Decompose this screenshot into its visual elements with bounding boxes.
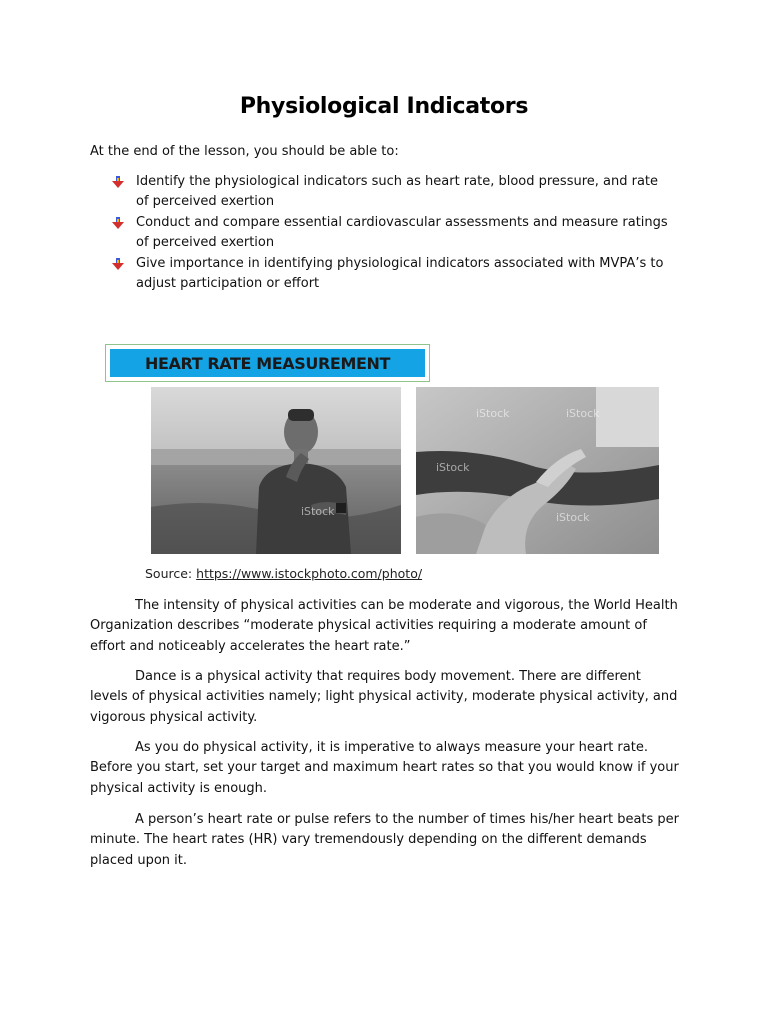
paragraph-intensity: The intensity of physical activities can be moderate and vigorous, the World Health Organization describes “moderate physical activities requiring a moderate amount of effort and noticeably accelerates the heart rate.”: [90, 598, 678, 654]
wrist-pulse-check-image: [416, 387, 659, 554]
page-title: Physiological Indicators: [239, 94, 529, 119]
objective-text: Identify the physiological indicators such as heart rate, blood pressure, and rate of perceived exertion: [136, 174, 659, 209]
objectives-list: [112, 172, 672, 295]
watermark: iStock: [566, 407, 600, 420]
arrow-down-bullet-icon: [112, 217, 124, 229]
man-checking-pulse-photo: [151, 387, 401, 554]
man-checking-pulse-image: [151, 387, 401, 554]
watermark: iStock: [476, 407, 510, 420]
intro-text: At the end of the lesson, you should be able to:: [90, 144, 399, 159]
source-label: Source:: [145, 566, 193, 581]
watermark: iStock: [556, 511, 590, 524]
arrow-down-bullet-icon: [112, 258, 124, 270]
paragraph-measure: As you do physical activity, it is imperative to always measure your heart rate. Before you start, set your target and maximum heart rates so that you would know if your physical activity is enough.: [90, 740, 679, 796]
arrow-down-bullet-icon: [112, 176, 124, 188]
paragraph-dance: Dance is a physical activity that requires body movement. There are different levels of physical activities namely; light physical activity, moderate physical activity, and vigorous physical activity.: [90, 669, 678, 725]
list-item: [112, 213, 672, 253]
objective-text: Give importance in identifying physiological indicators associated with MVPA’s to adjust participation or effort: [136, 256, 664, 291]
objective-text: Conduct and compare essential cardiovascular assessments and measure ratings of perceived exertion: [136, 215, 668, 250]
figure-banner-label: HEART RATE MEASUREMENT: [110, 349, 425, 377]
paragraph-heart-rate: A person’s heart rate or pulse refers to the number of times his/her heart beats per minute. The heart rates (HR) vary tremendously depending on the different demands placed upon it.: [90, 812, 680, 868]
watermark: iStock: [301, 505, 335, 518]
figure-banner: [105, 344, 430, 382]
wrist-pulse-check-photo: [416, 387, 659, 554]
list-item: [112, 254, 672, 294]
watermark: iStock: [436, 461, 470, 474]
source-link[interactable]: https://www.istockphoto.com/photo/: [196, 566, 423, 581]
image-source: [145, 566, 422, 581]
list-item: [112, 172, 672, 212]
